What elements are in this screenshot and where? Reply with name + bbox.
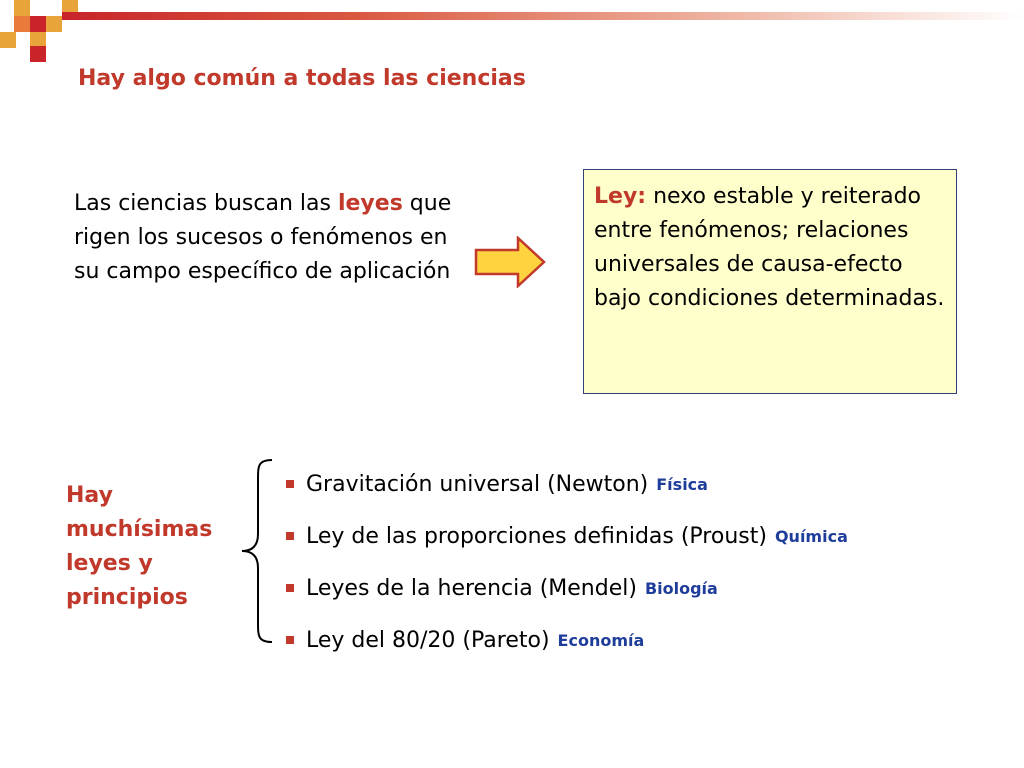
intro-after: que rigen los sucesos o fenómenos en su campo específico de aplicación <box>74 191 452 284</box>
header-bar <box>62 12 1024 20</box>
list-item <box>282 458 1022 510</box>
intro-highlight: leyes <box>337 191 403 216</box>
law-text: Ley de las proporciones definidas (Proust) <box>306 523 767 549</box>
intro-paragraph <box>74 187 474 289</box>
corner-decoration <box>0 0 80 62</box>
right-arrow-icon <box>474 236 546 288</box>
law-text: Gravitación universal (Newton) <box>306 471 649 497</box>
law-field: Física <box>656 474 708 494</box>
laws-label: Hay muchísimas leyes y principios <box>66 483 213 610</box>
law-text: Leyes de la herencia (Mendel) <box>306 575 637 601</box>
law-text: Ley del 80/20 (Pareto) <box>306 627 550 653</box>
law-field: Economía <box>557 630 645 650</box>
law-field: Química <box>774 526 848 546</box>
bullet-icon <box>286 636 294 644</box>
intro-before: Las ciencias buscan las <box>74 191 338 216</box>
list-item <box>282 510 1022 562</box>
law-field: Biología <box>644 578 718 598</box>
slide-title: Hay algo común a todas las ciencias <box>78 66 526 91</box>
bullet-icon <box>286 584 294 592</box>
definition-box <box>583 169 957 394</box>
bullet-icon <box>286 480 294 488</box>
definition-term: Ley: <box>594 184 647 209</box>
laws-list <box>282 458 1022 666</box>
curly-brace-icon <box>238 458 278 644</box>
definition-text: nexo estable y reiterado entre fenómenos; relaciones universales de causa-efecto bajo condiciones determinadas. <box>594 184 945 311</box>
list-item <box>282 614 1022 666</box>
list-item <box>282 562 1022 614</box>
bullet-icon <box>286 532 294 540</box>
